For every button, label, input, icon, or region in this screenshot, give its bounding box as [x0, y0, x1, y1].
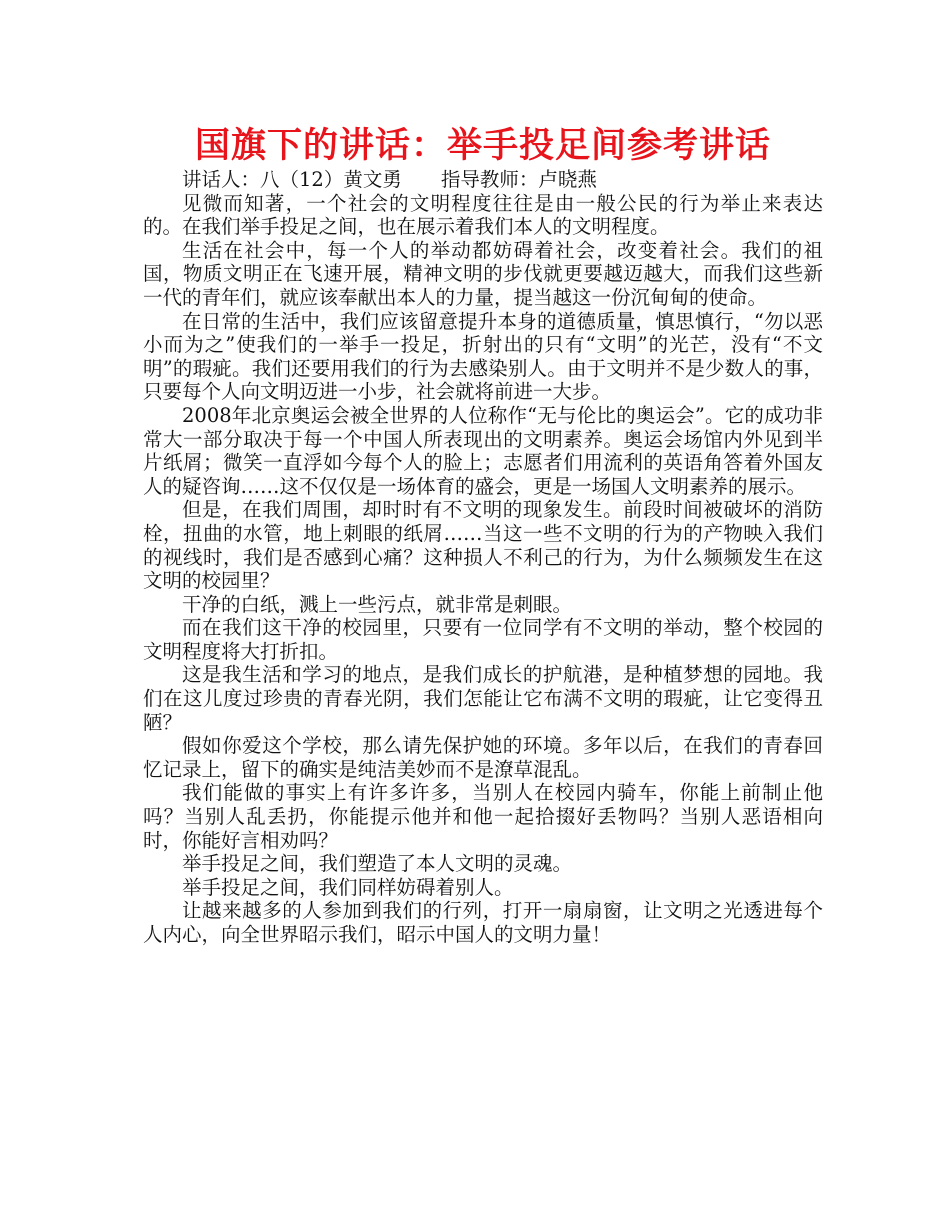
- document-title: 国旗下的讲话：举手投足间参考讲话: [194, 126, 771, 166]
- paragraph: 这是我生活和学习的地点，是我们成长的护航港，是种植梦想的园地。我们在这儿度过珍贵的青春光阴，我们怎能让它布满不文明的瑕疵，让它变得丑陋？: [143, 663, 823, 734]
- paragraph: 2008年北京奥运会被全世界的人位称作“无与伦比的奥运会”。它的成功非常大一部分取决于每一个中国人所表现出的文明素养。奥运会场馆内外见到半片纸屑；微笑一直浮如今每个人的脸上；志愿者们用流利的英语角答着外国友人的疑咨询……这不仅仅是一场体育的盛会，更是一场国人文明素养的展示。: [143, 403, 823, 498]
- paragraph: 假如你爱这个学校，那么请先保护她的环境。多年以后，在我们的青春回忆记录上，留下的确实是纯洁美妙而不是潦草混乱。: [143, 734, 823, 781]
- paragraph: 而在我们这干净的校园里，只要有一位同学有不文明的举动，整个校园的文明程度将大打折扣。: [143, 616, 823, 663]
- paragraph: 干净的白纸，溅上一些污点，就非常是刺眼。: [182, 592, 573, 616]
- byline: 讲话人：八（12）黄文勇 指导教师：卢晓燕: [182, 168, 597, 191]
- paragraph: 在日常的生活中，我们应该留意提升本身的道德质量，慎思慎行，“勿以恶小而为之”使我们的一举手一投足，折射出的只有“文明”的光芒，没有“不文明”的瑕疵。我们还要用我们的行为去感染别人。由于文明并不是少数人的事，只要每个人向文明迈进一小步，社会就将前进一大步。: [143, 309, 823, 404]
- paragraph: 见微而知著，一个社会的文明程度往往是由一般公民的行为举止来表达的。在我们举手投足之间，也在展示着我们本人的文明程度。: [143, 191, 823, 239]
- paragraph: 但是，在我们周围，却时时有不文明的现象发生。前段时间被破坏的消防栓，扭曲的水管，地上刺眼的纸屑……当这一些不文明的行为的产物映入我们的视线时，我们是否感到心痛？这种损人不利己的行为，为什么频频发生在这文明的校园里？: [143, 498, 823, 593]
- paragraph: 让越来越多的人参加到我们的行列，打开一扇扇窗，让文明之光透进每个人内心，向全世界昭示我们，昭示中国人的文明力量！: [143, 899, 823, 946]
- paragraph: 举手投足之间，我们塑造了本人文明的灵魂。: [182, 852, 573, 876]
- paragraph: 我们能做的事实上有许多许多，当别人在校园内骑车，你能上前制止他吗？当别人乱丢扔，你能提示他并和他一起拾掇好丢物吗？当别人恶语相向时，你能好言相劝吗？: [143, 781, 823, 852]
- paragraph: 举手投足之间，我们同样妨碍着别人。: [182, 875, 514, 899]
- document-body: [143, 168, 823, 947]
- paragraph: 生活在社会中，每一个人的举动都妨碍着社会，改变着社会。我们的祖国，物质文明正在飞速开展，精神文明的步伐就更要越迈越大，而我们这些新一代的青年们，就应该奉献出本人的力量，提当越这一份沉甸甸的使命。: [143, 238, 823, 309]
